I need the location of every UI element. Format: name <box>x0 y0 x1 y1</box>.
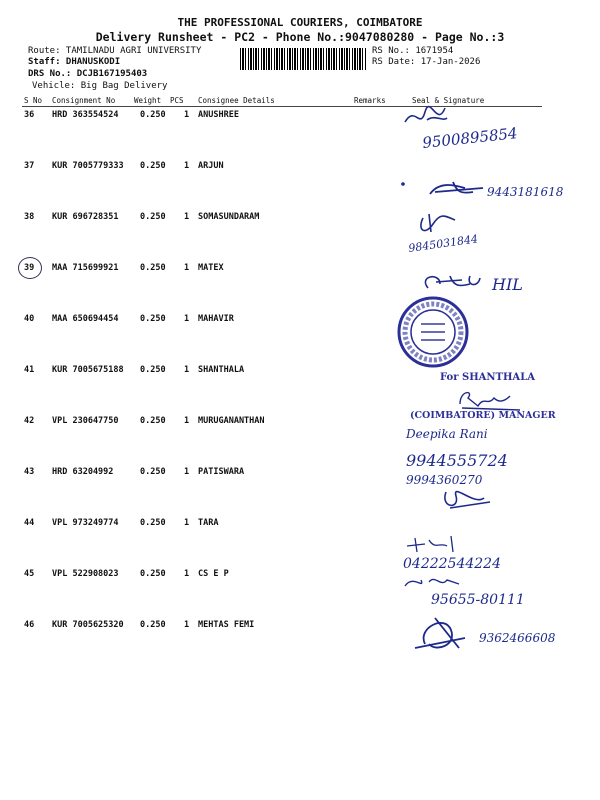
row-consignee: TARA <box>198 518 219 528</box>
row-consignee: ARJUN <box>198 161 224 171</box>
row-weight: 0.250 <box>140 416 166 426</box>
row-consignee: MEHTAS FEMI <box>198 620 255 630</box>
row-pcs: 1 <box>184 212 190 222</box>
col-sno: S No <box>24 96 43 105</box>
stamp-for-company: For SHANTHALA <box>440 372 535 383</box>
row-consignee: PATISWARA <box>198 467 245 477</box>
row-sno: 38 <box>24 212 35 222</box>
row-sno: 44 <box>24 518 35 528</box>
row-consignment: MAA 715699921 <box>52 263 119 273</box>
row-pcs: 1 <box>184 365 190 375</box>
row-pcs: 1 <box>184 467 190 477</box>
row-pcs: 1 <box>184 518 190 528</box>
rs-date: RS Date: 17-Jan-2026 <box>372 57 481 67</box>
col-consignee: Consignee Details <box>198 96 275 105</box>
signature-name: Deepika Rani <box>406 427 488 441</box>
company-title: THE PROFESSIONAL COURIERS, COIMBATORE <box>177 16 423 29</box>
vehicle-label: Vehicle: Big Bag Delivery <box>32 81 168 91</box>
signature-phone: 9500895854 <box>421 124 519 152</box>
row-consignment: VPL 973249774 <box>52 518 119 528</box>
row-weight: 0.250 <box>140 620 166 630</box>
signature-phone: 95655-80111 <box>431 592 525 608</box>
signature-phone: 9994360270 <box>406 473 483 487</box>
signature-phone: 04222544224 <box>403 556 501 572</box>
row-pcs: 1 <box>184 161 190 171</box>
row-weight: 0.250 <box>140 161 166 171</box>
col-pcs: PCS <box>170 96 184 105</box>
row-consignee: SOMASUNDARAM <box>198 212 260 222</box>
table-row <box>0 314 600 365</box>
company-stamp <box>395 294 471 370</box>
signature-row-36 <box>395 100 555 160</box>
row-consignment: MAA 650694454 <box>52 314 119 324</box>
row-pcs: 1 <box>184 569 190 579</box>
rs-number: RS No.: 1671954 <box>372 46 454 56</box>
row-sno: 41 <box>24 365 35 375</box>
staff-label: Staff: DHANUSKODI <box>28 57 121 67</box>
drs-label: DRS No.: DCJB167195403 <box>28 69 148 79</box>
runsheet-subtitle: Delivery Runsheet - PC2 - Phone No.:9047080280 - Page No.:3 <box>95 30 505 44</box>
row-consignee: MAHAVIR <box>198 314 234 324</box>
signature-row-38 <box>395 206 555 256</box>
row-sno: 37 <box>24 161 35 171</box>
col-weight: Weight <box>134 96 162 105</box>
row-weight: 0.250 <box>140 314 166 324</box>
row-consignee: CS E P <box>198 569 229 579</box>
row-consignment: KUR 7005675188 <box>52 365 124 375</box>
row-pcs: 1 <box>184 620 190 630</box>
row-pcs: 1 <box>184 314 190 324</box>
col-seal: Seal & Signature <box>412 96 485 105</box>
row-pcs: 1 <box>184 416 190 426</box>
row-weight: 0.250 <box>140 569 166 579</box>
route-label: Route: TAMILNADU AGRI UNIVERSITY <box>28 46 202 56</box>
row-weight: 0.250 <box>140 518 166 528</box>
row-weight: 0.250 <box>140 110 166 120</box>
row-consignment: KUR 696728351 <box>52 212 119 222</box>
row-sno: 45 <box>24 569 35 579</box>
row-consignment: KUR 7005625320 <box>52 620 124 630</box>
row-sno: 40 <box>24 314 35 324</box>
row-sno: 36 <box>24 110 35 120</box>
row-weight: 0.250 <box>140 263 166 273</box>
row-weight: 0.250 <box>140 467 166 477</box>
row-consignment: KUR 7005779333 <box>52 161 124 171</box>
col-consignment: Consignment No <box>52 96 116 105</box>
col-remarks: Remarks <box>354 96 386 105</box>
row-consignee: MATEX <box>198 263 224 273</box>
signature-phone: 9944555724 <box>406 451 508 470</box>
row-consignment: VPL 230647750 <box>52 416 119 426</box>
row-pcs: 1 <box>184 110 190 120</box>
row-consignee: MURUGANANTHAN <box>198 416 265 426</box>
row-weight: 0.250 <box>140 365 166 375</box>
row-consignee: ANUSHREE <box>198 110 239 120</box>
row-sno: 46 <box>24 620 35 630</box>
row-consignment: VPL 522908023 <box>52 569 119 579</box>
row-pcs: 1 <box>184 263 190 273</box>
signature-phone: 9845031844 <box>407 232 479 255</box>
stamp-manager: (COIMBATORE) MANAGER <box>410 410 556 421</box>
signature-phone: 9443181618 <box>487 185 564 199</box>
row-sno: 42 <box>24 416 35 426</box>
signature-row-44-45 <box>395 530 585 610</box>
signature-phone: 9362466608 <box>479 631 556 645</box>
signature-row-42-43 <box>400 420 590 530</box>
row-sno: 43 <box>24 467 35 477</box>
row-consignment: HRD 63204992 <box>52 467 114 477</box>
row-consignment: HRD 363554524 <box>52 110 119 120</box>
row-consignee: SHANTHALA <box>198 365 245 375</box>
row-weight: 0.250 <box>140 212 166 222</box>
signature-row-46 <box>405 608 595 664</box>
barcode <box>240 48 366 70</box>
row-sno: 39 <box>24 263 35 273</box>
signature-text: HIL <box>492 275 523 294</box>
